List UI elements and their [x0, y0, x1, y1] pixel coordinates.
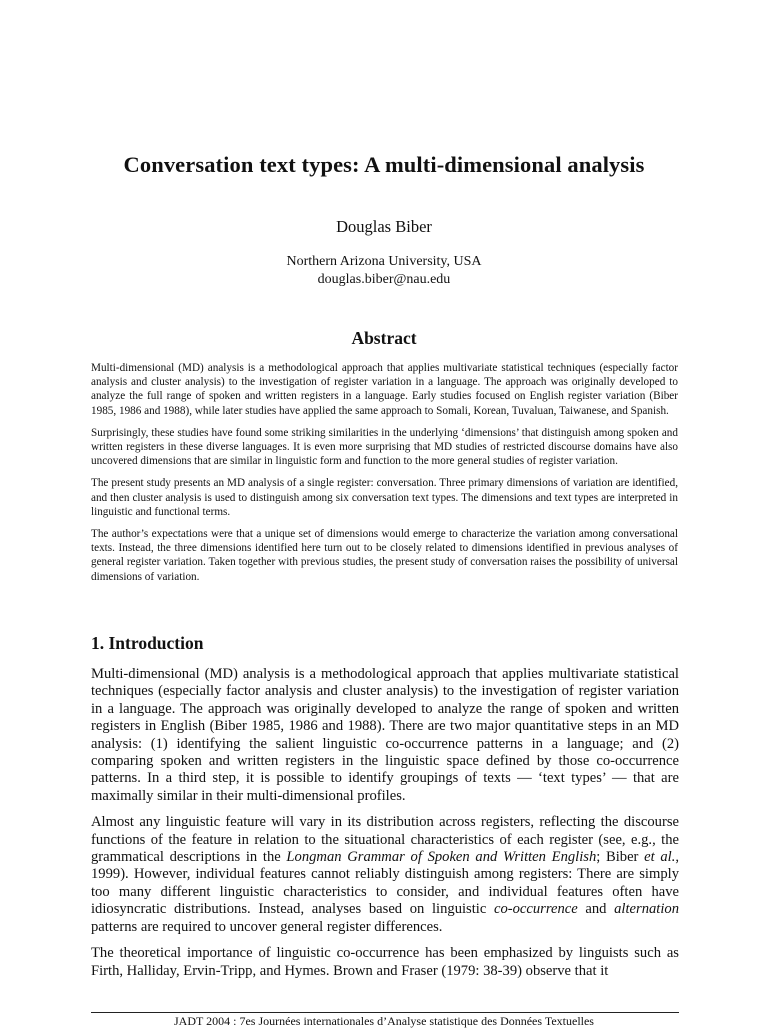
author-email: douglas.biber@nau.edu	[317, 272, 451, 287]
abstract-paragraph: The author’s expectations were that a unique set of dimensions would emerge to characterize the variation among conversational texts. Instead, the three dimensions identified here turn out to be closely related to dimensions identified in previous analyses of general register variation. Taken together with previous studies, the present study of conversation raises the possibility of universal dimensions of variation.	[91, 528, 678, 583]
abstract-heading: Abstract	[351, 328, 417, 348]
section-heading-introduction: 1. Introduction	[91, 633, 204, 653]
author-affiliation	[0, 253, 768, 289]
italic-term: co-occurrence	[494, 901, 578, 918]
intro-paragraph: The theoretical importance of linguistic co-occurrence has been emphasized by linguists such as Firth, Halliday, Ervin-Tripp, and Hymes. Brown and Fraser (1979: 38-39) observe that it	[91, 945, 679, 979]
footer-rule	[91, 1012, 679, 1013]
abstract-body	[91, 361, 678, 592]
italic-term: alternation	[614, 901, 679, 918]
italic-text: et al.	[644, 849, 676, 866]
text-run: Almost any linguistic feature will vary in its distribution across registers, reflecting the discourse functions of the feature in relation to the situational characteristics of each register (see, e.g., the grammatical descriptions in the	[91, 814, 679, 866]
abstract-paragraph: Multi-dimensional (MD) analysis is a methodological approach that applies multivariate statistical techniques (especially factor analysis and cluster analysis) to the investigation of register variation in a language. The approach was originally developed to analyze the full range of spoken and written registers in a language. Early studies focused on English register variation (Biber 1985, 1986 and 1988), while later studies have applied the same approach to Somali, Korean, Tuvaluan, Taiwanese, and Spanish.	[91, 362, 678, 417]
paper-title: Conversation text types: A multi-dimensional analysis	[123, 152, 645, 177]
introduction-body	[91, 666, 679, 989]
text-run: , 1999). However, individual features cannot reliably distinguish among registers: There are simply too many different linguistic characteristics to consider, and individual features often have idiosyncratic distributions. Instead, analyses based on linguistic	[91, 849, 680, 918]
intro-paragraph: Multi-dimensional (MD) analysis is a methodological approach that applies multivariate statistical techniques (especially factor analysis and cluster analysis) to the investigation of register variation in a language. The approach was originally developed to analyze the range of spoken and written registers in English (Biber 1985, 1986 and 1988). There are two major quantitative steps in an MD analysis: (1) identifying the salient linguistic co-occurrence patterns in a language; and (2) comparing spoken and written registers in the linguistic space defined by those co-occurrence patterns. In a third step, it is possible to identify groupings of texts — ‘text types’ — that are maximally similar in their multi-dimensional profiles.	[91, 666, 679, 804]
text-run: ; Biber	[596, 849, 645, 866]
intro-paragraph	[91, 814, 679, 936]
italic-title: Longman Grammar of Spoken and Written English	[286, 849, 597, 866]
abstract-paragraph: Surprisingly, these studies have found some striking similarities in the underlying ‘dimensions’ that distinguish among spoken and written registers in these diverse languages. It is even more surprising that MD studies of restricted discourse domains have also uncovered dimensions that are similar in linguistic form and function to the more general studies of register variation.	[91, 426, 678, 468]
page-footer: JADT 2004 : 7es Journées internationales d’Analyse statistique des Données Textuelles	[174, 1014, 594, 1028]
text-run: patterns are required to uncover general register differences.	[91, 918, 443, 935]
text-run: and	[577, 901, 615, 918]
author-name: Douglas Biber	[336, 217, 432, 236]
affiliation: Northern Arizona University, USA	[286, 254, 482, 269]
abstract-paragraph: The present study presents an MD analysis of a single register: conversation. Three primary dimensions of variation are identified, and then cluster analysis is used to distinguish among six conversation text types. The dimensions and text types are interpreted in linguistic and functional terms.	[91, 477, 678, 518]
